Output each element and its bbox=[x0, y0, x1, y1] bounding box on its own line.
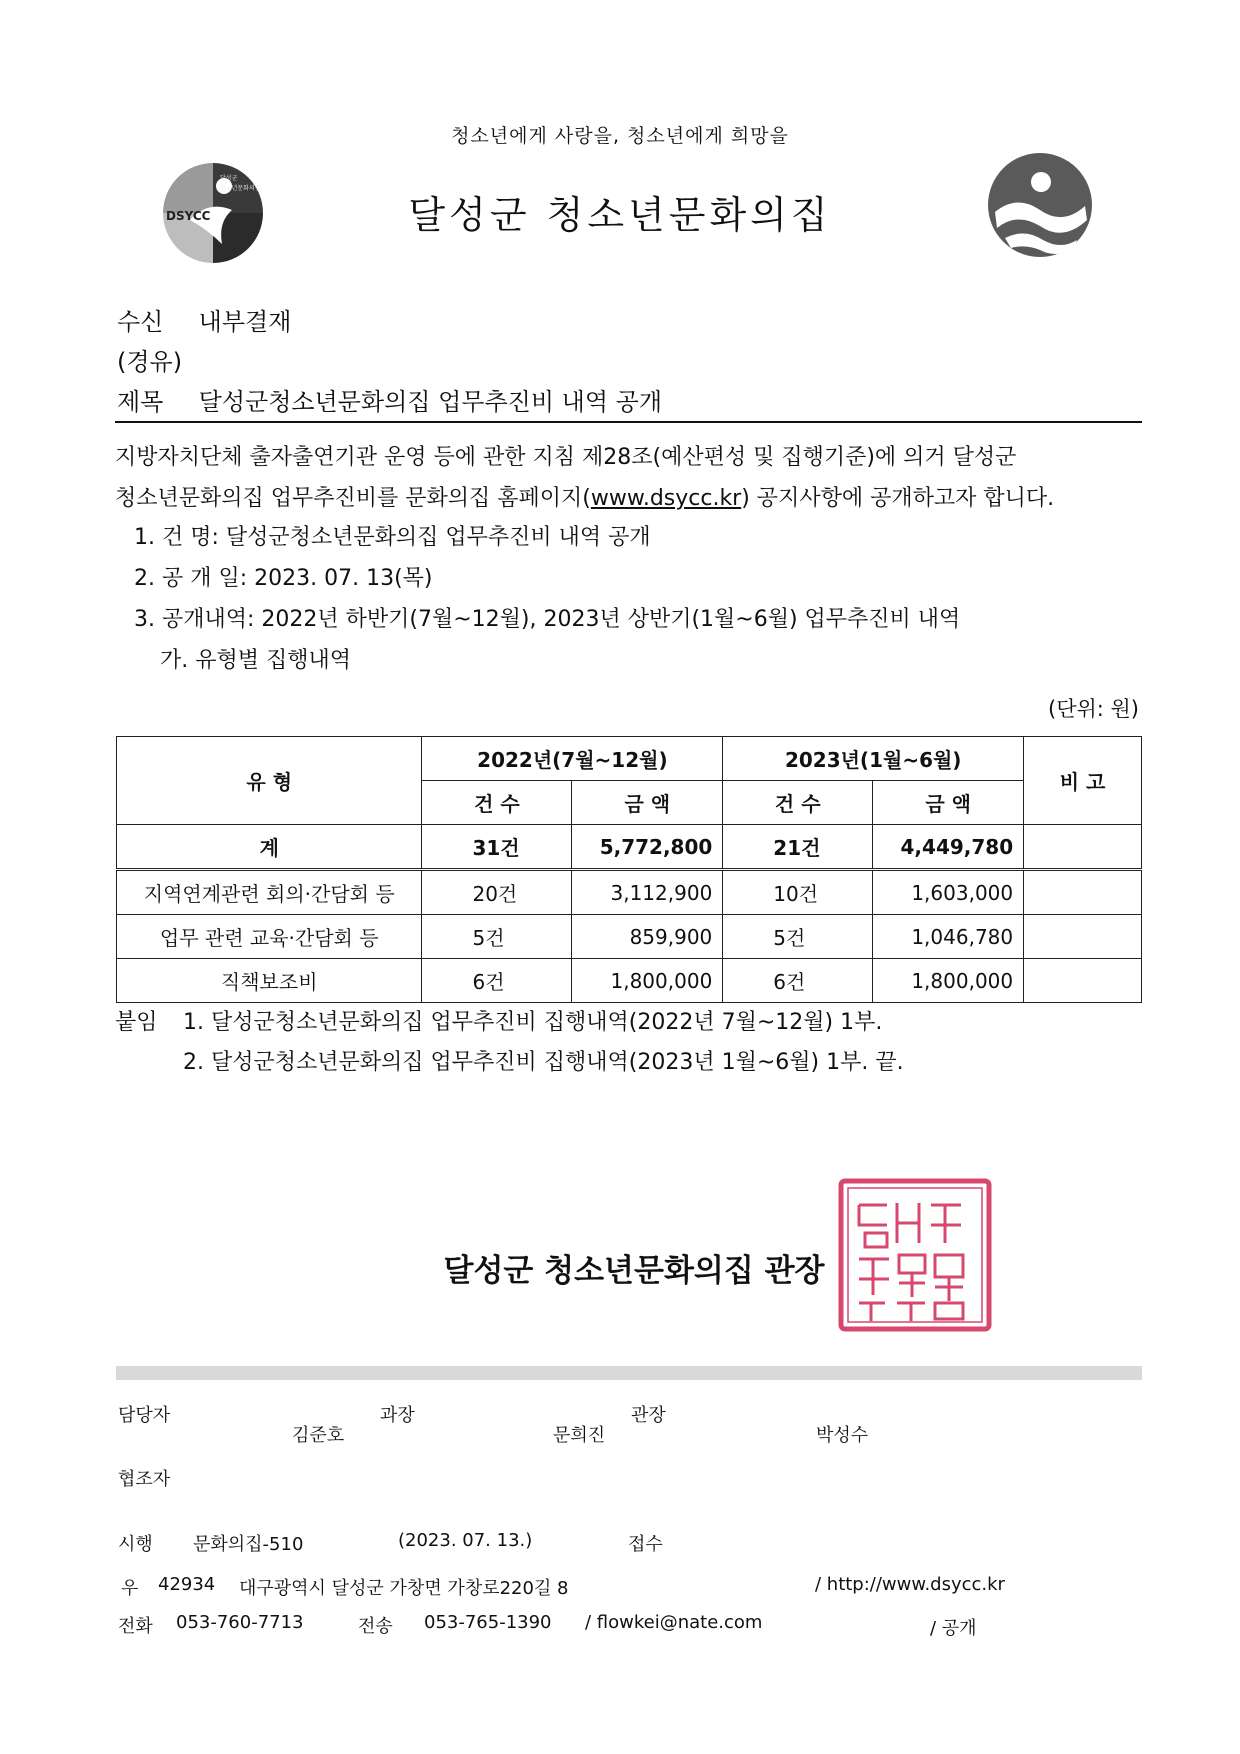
homepage-link[interactable]: www.dsycc.kr bbox=[590, 486, 742, 511]
via-row bbox=[117, 342, 182, 377]
row-type: 직책보조비 bbox=[117, 959, 422, 1003]
tel-number: 053-760-7713 bbox=[176, 1612, 304, 1633]
table-row bbox=[117, 870, 1142, 915]
count-header: 건 수 bbox=[723, 781, 873, 825]
fax-number: 053-765-1390 bbox=[424, 1612, 552, 1633]
staff-name: 김준호 bbox=[292, 1425, 345, 1446]
disclosure-status: / 공개 bbox=[930, 1618, 977, 1639]
director-name: 박성수 bbox=[816, 1425, 869, 1446]
address: 대구광역시 달성군 가창면 가창로220길 8 bbox=[239, 1578, 569, 1599]
exec-number: 문화의집-510 bbox=[193, 1534, 304, 1555]
recipient-value: 내부결재 bbox=[198, 308, 292, 336]
subject-divider bbox=[115, 421, 1142, 423]
manager-label: 과장 bbox=[380, 1405, 415, 1426]
row-type: 지역연계관련 회의·간담회 등 bbox=[117, 870, 422, 915]
item-3: 3. 공개내역: 2022년 하반기(7월~12월), 2023년 상반기(1월~6월) 업무추진비 내역 bbox=[134, 607, 961, 632]
row-amount-2023: 1,046,780 bbox=[873, 915, 1024, 959]
count-header: 건 수 bbox=[422, 781, 572, 825]
table-row bbox=[117, 959, 1142, 1003]
attachment-1: 1. 달성군청소년문화의집 업무추진비 집행내역(2022년 7월~12월) 1부. bbox=[183, 1010, 883, 1035]
tel-label: 전화 bbox=[118, 1616, 153, 1637]
recipient-row bbox=[117, 302, 291, 337]
row-amount-2022: 5,772,800 bbox=[572, 825, 723, 870]
sender-name: 달성군 청소년문화의집 관장 bbox=[443, 1253, 825, 1289]
row-count-2022: 31건 bbox=[422, 825, 572, 870]
row-type: 계 bbox=[117, 825, 422, 870]
expense-table bbox=[116, 736, 1142, 1003]
slogan: 청소년에게 사랑을, 청소년에게 희망을 bbox=[451, 125, 789, 147]
row-amount-2023: 1,603,000 bbox=[873, 870, 1024, 915]
zip-code: 42934 bbox=[158, 1574, 216, 1595]
period-2-header: 2023년(1월~6월) bbox=[723, 737, 1024, 781]
director-label: 관장 bbox=[631, 1405, 666, 1426]
row-count-2022: 20건 bbox=[422, 870, 572, 915]
subject-value: 달성군청소년문화의집 업무추진비 내역 공개 bbox=[198, 388, 663, 416]
recipient-label: 수신 bbox=[117, 308, 164, 336]
zip-label: 우 bbox=[121, 1578, 139, 1599]
item-3-sub: 가. 유형별 집행내역 bbox=[160, 648, 351, 673]
email[interactable]: / flowkei@nate.com bbox=[585, 1612, 763, 1633]
exec-label: 시행 bbox=[118, 1534, 153, 1555]
row-count-2022: 6건 bbox=[422, 959, 572, 1003]
manager-name: 문희진 bbox=[553, 1425, 606, 1446]
amount-header: 금 액 bbox=[572, 781, 723, 825]
logo-left-text: DSYCC bbox=[166, 209, 211, 223]
table-row bbox=[117, 915, 1142, 959]
row-count-2023: 10건 bbox=[723, 870, 873, 915]
exec-date: (2023. 07. 13.) bbox=[398, 1530, 533, 1551]
row-note bbox=[1024, 870, 1142, 915]
row-count-2023: 6건 bbox=[723, 959, 873, 1003]
para-line-2: 청소년문화의집 업무추진비를 문화의집 홈페이지(www.dsycc.kr) 공지사항에 공개하고자 합니다. bbox=[115, 486, 1055, 511]
row-count-2023: 5건 bbox=[723, 915, 873, 959]
svg-text:청소년문화의집: 청소년문화의집 bbox=[220, 185, 261, 192]
svg-text:달성군: 달성군 bbox=[220, 175, 238, 182]
body-paragraph bbox=[115, 437, 1145, 519]
note-header: 비 고 bbox=[1024, 737, 1142, 825]
org-title: 달성군 청소년문화의집 bbox=[408, 193, 832, 237]
row-amount-2022: 3,112,900 bbox=[572, 870, 723, 915]
row-amount-2023: 1,800,000 bbox=[873, 959, 1024, 1003]
subject-row bbox=[117, 382, 662, 417]
attachment-2: 2. 달성군청소년문화의집 업무추진비 집행내역(2023년 1월~6월) 1부. 끝. bbox=[183, 1050, 904, 1075]
period-1-header: 2022년(7월~12월) bbox=[422, 737, 723, 781]
cooperator-label: 협조자 bbox=[118, 1469, 171, 1490]
homepage-url[interactable]: / http://www.dsycc.kr bbox=[815, 1574, 1005, 1595]
unit-label: (단위: 원) bbox=[1048, 697, 1139, 721]
subject-label: 제목 bbox=[117, 388, 164, 416]
item-1: 1. 건 명: 달성군청소년문화의집 업무추진비 내역 공개 bbox=[134, 525, 651, 550]
row-note bbox=[1024, 825, 1142, 870]
staff-label: 담당자 bbox=[118, 1405, 171, 1426]
receipt-label: 접수 bbox=[628, 1534, 663, 1555]
row-type: 업무 관련 교육·간담회 등 bbox=[117, 915, 422, 959]
emblem-icon bbox=[985, 150, 1095, 260]
item-2: 2. 공 개 일: 2023. 07. 13(목) bbox=[134, 566, 433, 591]
footer-divider bbox=[116, 1366, 1142, 1380]
para-line-1: 지방자치단체 출자출연기관 운영 등에 관한 지침 제28조(예산편성 및 집행기준)에 의거 달성군 bbox=[115, 445, 1017, 470]
official-seal bbox=[835, 1175, 995, 1335]
via-label: (경유) bbox=[117, 348, 183, 376]
row-count-2023: 21건 bbox=[723, 825, 873, 870]
row-count-2022: 5건 bbox=[422, 915, 572, 959]
attachments-label: 붙임 bbox=[115, 1010, 158, 1035]
table-row-total bbox=[117, 825, 1142, 870]
row-note bbox=[1024, 959, 1142, 1003]
fax-label: 전송 bbox=[358, 1616, 393, 1637]
row-note bbox=[1024, 915, 1142, 959]
amount-header: 금 액 bbox=[873, 781, 1024, 825]
type-header: 유 형 bbox=[117, 737, 422, 825]
row-amount-2022: 859,900 bbox=[572, 915, 723, 959]
row-amount-2023: 4,449,780 bbox=[873, 825, 1024, 870]
row-amount-2022: 1,800,000 bbox=[572, 959, 723, 1003]
